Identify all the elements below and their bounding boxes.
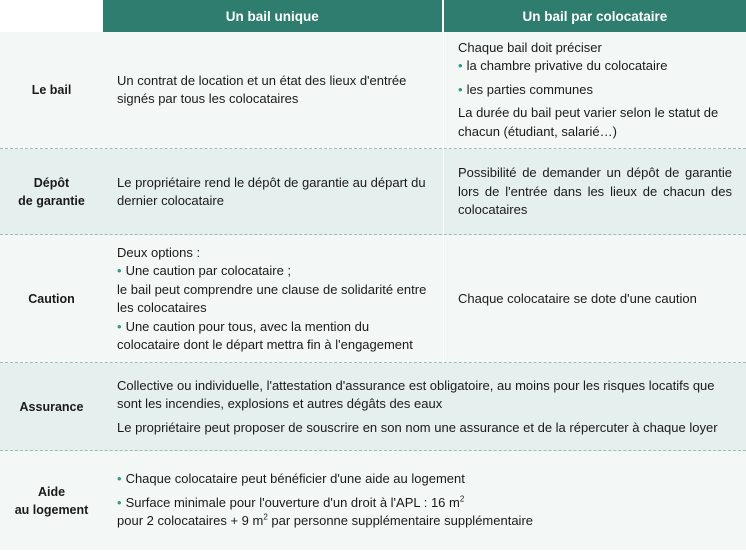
list-item-continuation: pour 2 colocataires + 9 $m^2$ par personne supplémentaire supplémentaire — [117, 512, 533, 529]
bullet-icon: • — [458, 58, 463, 74]
label-text: Assurance — [19, 400, 84, 414]
cell-bail-par-coloc — [443, 32, 746, 148]
list-item: • la chambre privative du colocataire — [458, 58, 668, 74]
cell-bail-unique — [103, 32, 443, 148]
cell-text: Un contrat de location et un état des lieux d'entrée signés par tous les colocataires — [117, 72, 407, 106]
label-line: au logement — [14, 502, 89, 517]
row-depot — [0, 148, 746, 235]
cell-text: Le propriétaire peut proposer de souscrire en son nom une assurance et de la répercuter à chaque loyer — [117, 419, 718, 435]
label-line: de garantie — [18, 194, 85, 208]
list-item: • Surface minimale pour l'ouverture d'un droit à l'APL : 16 $m^2$ — [117, 494, 465, 510]
cell-text: Chaque colocataire se dote d'une caution — [458, 290, 697, 306]
cell-caution-par-coloc — [443, 235, 746, 363]
cell-depot-par-coloc — [443, 149, 746, 235]
label-text: Le bail — [31, 83, 72, 97]
bullet-icon: • — [117, 471, 122, 487]
row-aide — [0, 450, 746, 550]
bullet-icon: • — [117, 263, 122, 278]
bullet-icon: • — [117, 494, 122, 510]
cell-caution-unique — [103, 235, 443, 363]
label-line: Aide — [37, 484, 66, 499]
cell-note: La durée du bail peut varier selon le statut de chacun (étudiant, salarié…) — [458, 105, 719, 139]
cell-depot-unique — [103, 149, 443, 235]
label-text: Caution — [28, 292, 75, 306]
label-line: Dépôt — [33, 176, 70, 190]
row-label-aide — [0, 451, 103, 550]
bullet-icon: • — [117, 318, 122, 334]
row-assurance — [0, 362, 746, 451]
list-item: • les parties communes — [458, 81, 594, 97]
row-bail — [0, 32, 746, 148]
cell-note: le bail peut comprendre une clause de solidarité entre les colocataires — [117, 281, 427, 315]
cell-text: Le propriétaire rend le dépôt de garantie au départ du dernier colocataire — [117, 174, 426, 208]
header-bail-unique: Un bail unique — [103, 0, 442, 32]
row-caution — [0, 234, 746, 363]
header-empty-cell — [0, 0, 103, 32]
cell-assurance — [103, 363, 746, 451]
cell-text: Possibilité de demander un dépôt de garantie lors de l'entrée dans les lieux de chacun des colocataires — [458, 165, 732, 218]
cell-aide — [103, 451, 746, 550]
cell-text: Collective ou individuelle, l'attestation d'assurance est obligatoire, au moins pour les risques locatifs que sont les incendies, explosions et autres dégâts des eaux — [117, 377, 715, 412]
cell-intro: Deux options : — [117, 244, 201, 260]
bullet-icon: • — [458, 81, 463, 97]
list-item: • Chaque colocataire peut bénéficier d'une aide au logement — [117, 471, 465, 487]
row-label-caution — [0, 235, 103, 363]
row-label-bail — [0, 32, 103, 148]
row-label-depot — [0, 149, 103, 235]
list-item: • Une caution par colocataire ; — [117, 263, 292, 278]
header-bail-par-colocataire: Un bail par colocataire — [442, 0, 746, 32]
row-label-assurance — [0, 363, 103, 451]
list-item: • Une caution pour tous, avec la mention du colocataire dont le départ mettra fin à l'engagement — [117, 318, 413, 352]
cell-intro: Chaque bail doit préciser — [458, 39, 602, 55]
table-header — [0, 0, 746, 32]
